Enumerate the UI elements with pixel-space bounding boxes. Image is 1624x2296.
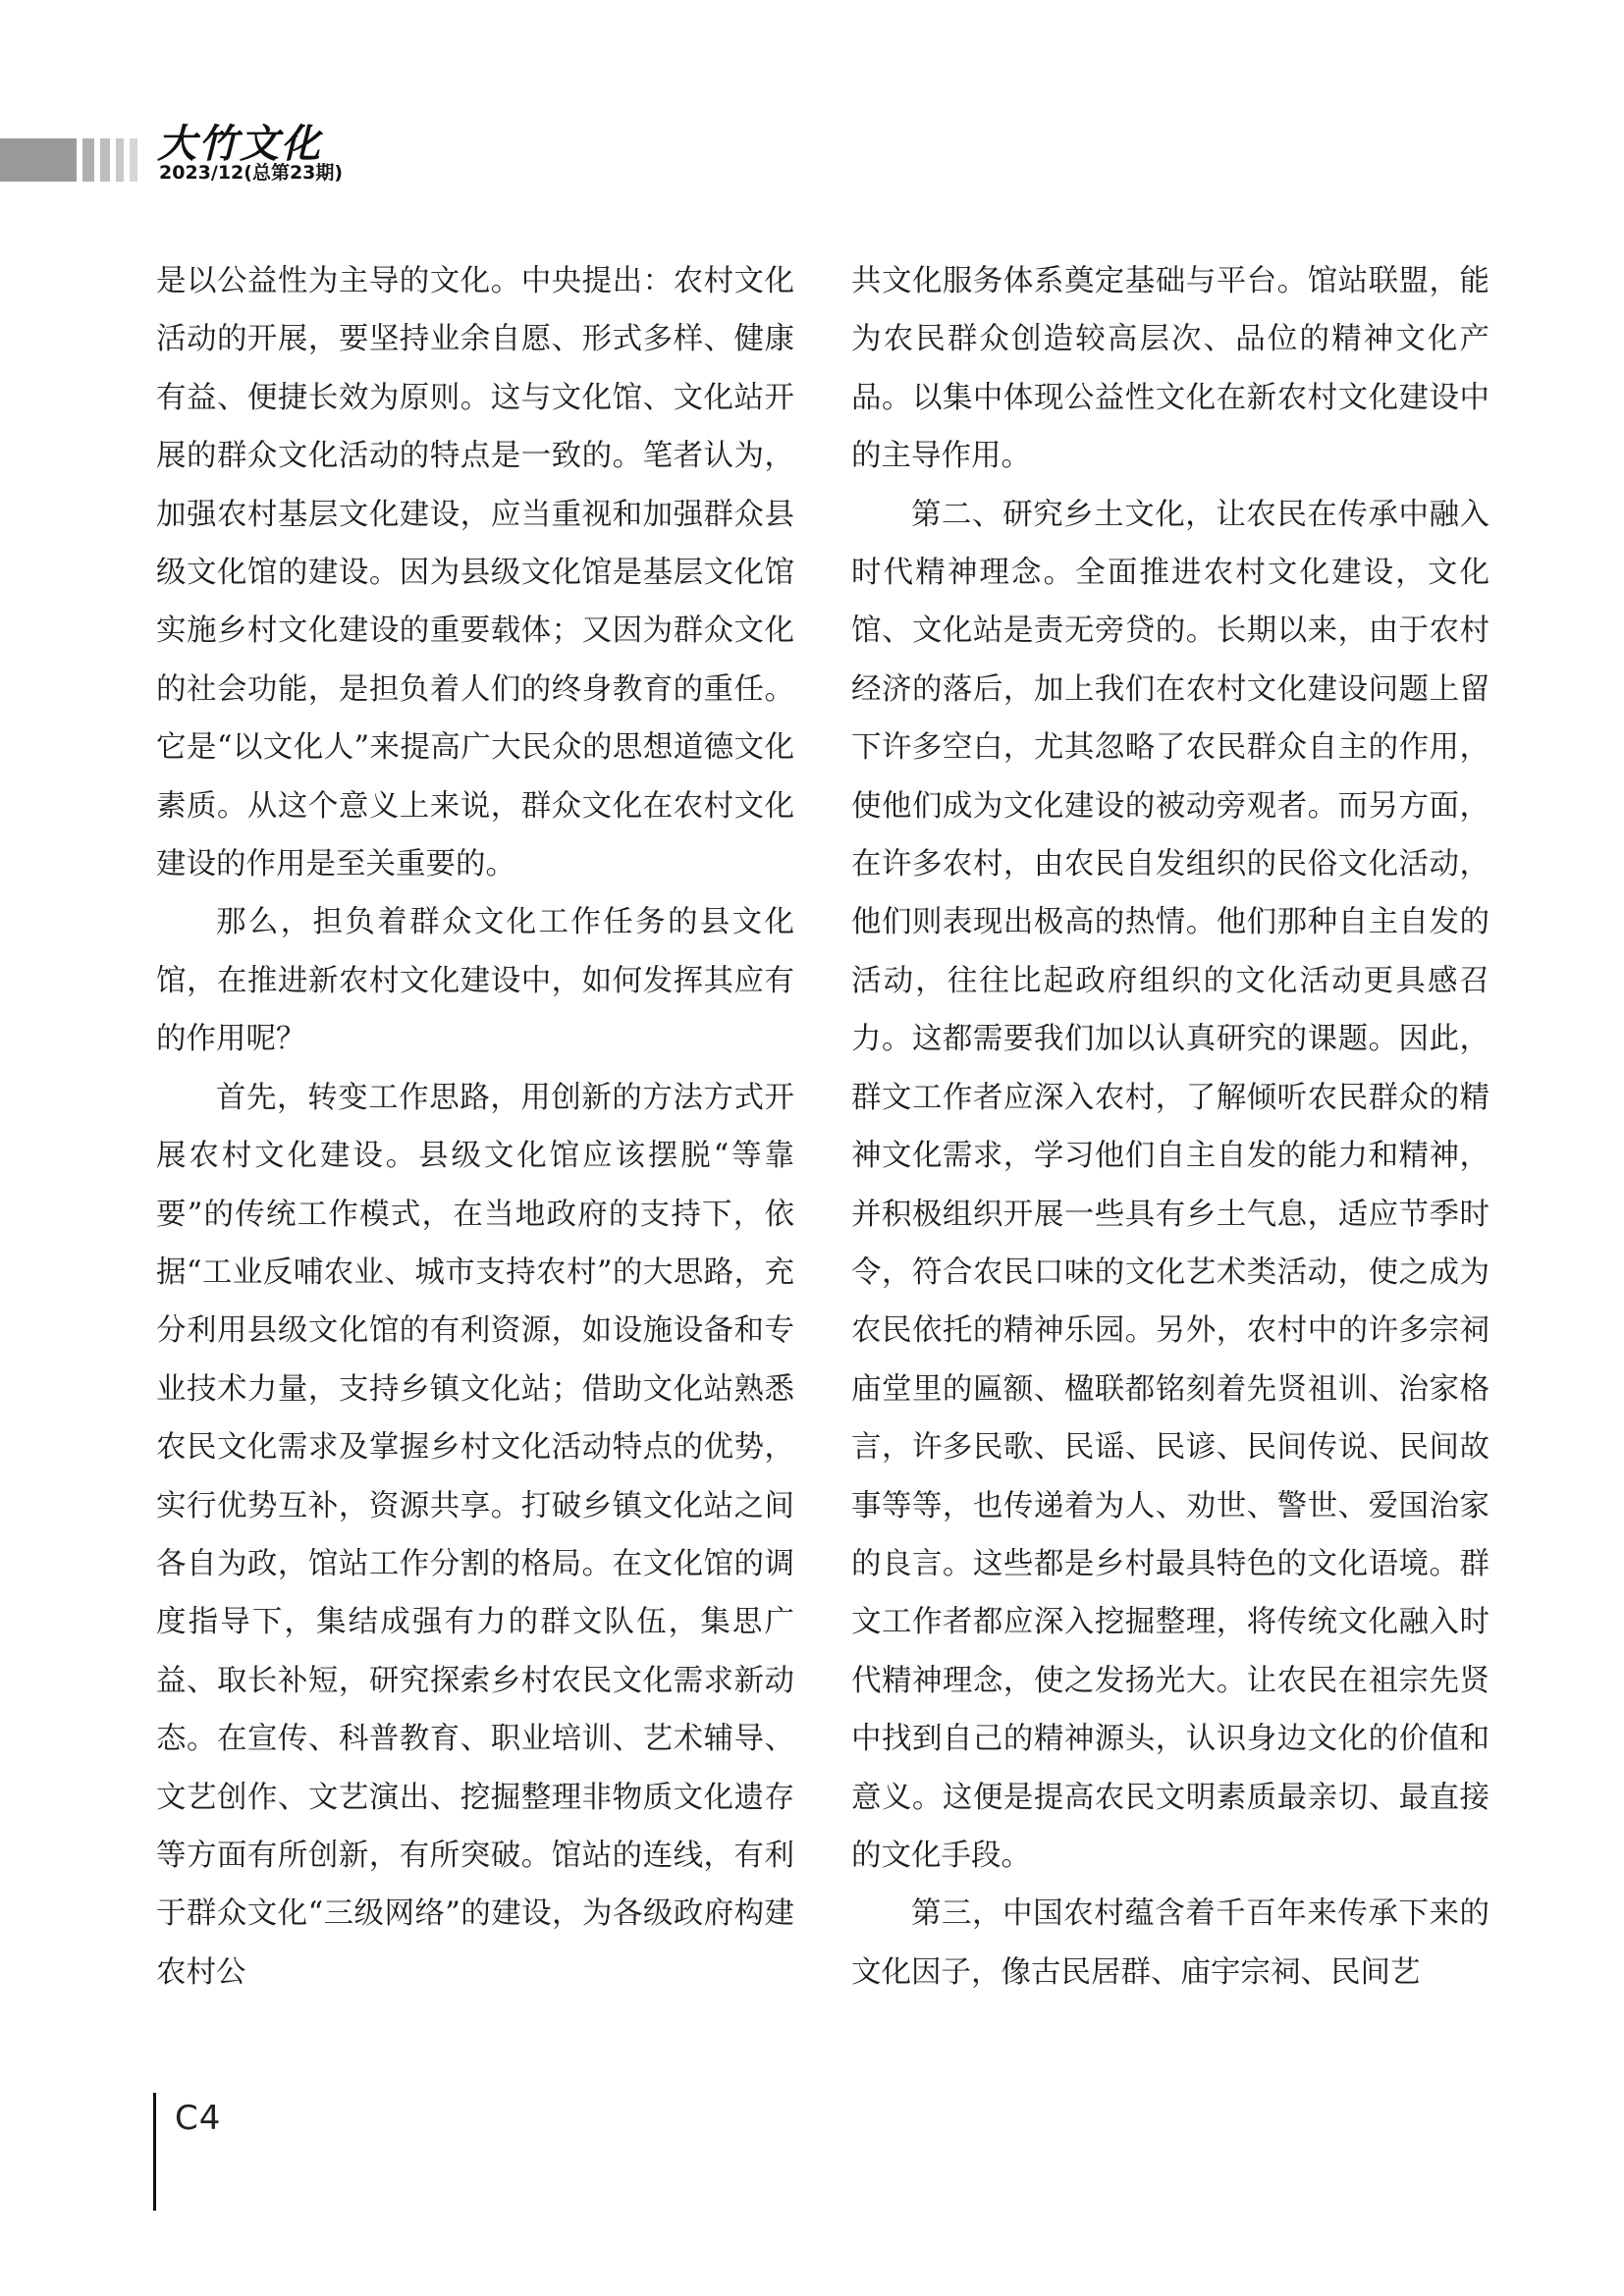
paragraph: 第三，中国农村蕴含着千百年来传承下来的文化因子，像古民居群、庙宇宗祠、民间艺 (851, 1896, 1489, 1990)
left-column (156, 252, 794, 2002)
footer-rule (153, 2093, 156, 2211)
paragraph: 是以公益性为主导的文化。中央提出：农村文化活动的开展，要坚持业余自愿、形式多样、健康有益、便捷长效为原则。这与文化馆、文化站开展的群众文化活动的特点是一致的。笔者认为，加强农村基层文化建设，应当重视和加强群众县级文化馆的建设。因为县级文化馆是基层文化馆实施乡村文化建设的重要载体；又因为群众文化的社会功能，是担负着人们的终身教育的重任。它是“以文化人”来提高广大民众的思想道德文化素质。从这个意义上来说，群众文化在农村文化建设的作用是至关重要的。 (156, 264, 794, 882)
paragraph: 首先，转变工作思路，用创新的方法方式开展农村文化建设。县级文化馆应该摆脱“等靠要”的传统工作模式，在当地政府的支持下，依据“工业反哺农业、城市支持农村”的大思路，充分利用县级文化馆的有利资源，如设施设备和专业技术力量，支持乡镇文化站；借助文化站熟悉农民文化需求及掌握乡村文化活动特点的优势，实行优势互补，资源共享。打破乡镇文化站之间各自为政，馆站工作分割的格局。在文化馆的调度指导下，集结成强有力的群文队伍，集思广益、取长补短，研究探索乡村农民文化需求新动态。在宣传、科普教育、职业培训、艺术辅导、文艺创作、文艺演出、挖掘整理非物质文化遗存等方面有所创新，有所突破。馆站的连线，有利于群众文化“三级网络”的建设，为各级政府构建农村公 (156, 1080, 794, 1990)
paragraph: 那么，担负着群众文化工作任务的县文化馆，在推进新农村文化建设中，如何发挥其应有的作用呢？ (156, 905, 794, 1057)
paragraph: 共文化服务体系奠定基础与平台。馆站联盟，能为农民群众创造较高层次、品位的精神文化产品。以集中体现公益性文化在新农村文化建设中的主导作用。 (851, 264, 1489, 474)
issue-info: 2023/12(总第23期) (159, 162, 344, 184)
magazine-title: 大竹文化 (157, 121, 322, 167)
right-column (851, 252, 1489, 2002)
header-decorative-bar-solid (0, 138, 147, 182)
page-number: C4 (175, 2099, 222, 2138)
paragraph: 第二、研究乡土文化，让农民在传承中融入时代精神理念。全面推进农村文化建设，文化馆、文化站是责无旁贷的。长期以来，由于农村经济的落后，加上我们在农村文化建设问题上留下许多空白，尤其忽略了农民群众自主的作用，使他们成为文化建设的被动旁观者。而另方面，在许多农村，由农民自发组织的民俗文化活动，他们则表现出极高的热情。他们那种自主自发的活动，往往比起政府组织的文化活动更具感召力。这都需要我们加以认真研究的课题。因此，群文工作者应深入农村，了解倾听农民群众的精神文化需求，学习他们自主自发的能力和精神，并积极组织开展一些具有乡土气息，适应节季时令，符合农民口味的文化艺术类活动，使之成为农民依托的精神乐园。另外，农村中的许多宗祠庙堂里的匾额、楹联都铭刻着先贤祖训、治家格言，许多民歌、民谣、民谚、民间传说、民间故事等等，也传递着为人、劝世、警世、爱国治家的良言。这些都是乡村最具特色的文化语境。群文工作者都应深入挖掘整理，将传统文化融入时代精神理念，使之发扬光大。让农民在祖宗先贤中找到自己的精神源头，认识身边文化的价值和意义。这便是提高农民文明素质最亲切、最直接的文化手段。 (851, 497, 1489, 1873)
